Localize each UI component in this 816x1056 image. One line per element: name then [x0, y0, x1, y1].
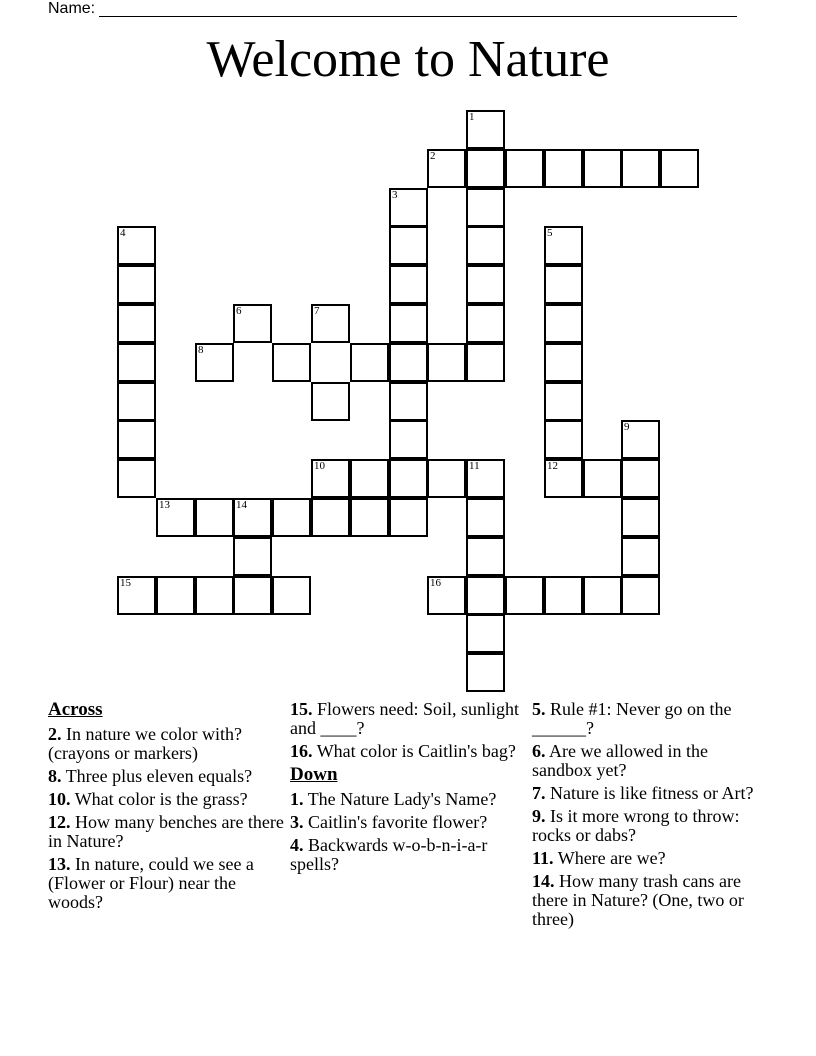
- clue-number: 15: [120, 577, 131, 589]
- grid-cell[interactable]: [466, 226, 505, 265]
- grid-cell[interactable]: [389, 459, 428, 498]
- grid-cell[interactable]: [117, 265, 156, 304]
- clue-down-14: 14. How many trash cans are there in Nature? (One, two or three): [532, 871, 744, 929]
- grid-cell[interactable]: [117, 382, 156, 421]
- grid-cell[interactable]: [621, 459, 660, 498]
- grid-cell[interactable]: [466, 343, 505, 382]
- grid-cell[interactable]: [621, 498, 660, 537]
- grid-cell[interactable]: [117, 226, 156, 265]
- clue-down-7: 7. Nature is like fitness or Art?: [532, 783, 754, 803]
- clue-number: 12: [547, 460, 558, 472]
- grid-cell[interactable]: [466, 498, 505, 537]
- clue-number: 13: [159, 499, 170, 511]
- clue-down-3: 3. Caitlin's favorite flower?: [290, 812, 488, 832]
- grid-cell[interactable]: [117, 343, 156, 382]
- clue-number: 2: [430, 150, 436, 162]
- clue-down-4: 4. Backwards w-o-b-n-i-a-r spells?: [290, 835, 488, 874]
- grid-cell[interactable]: [389, 343, 428, 382]
- clue-number: 8: [198, 344, 204, 356]
- clue-across-8: 8. Three plus eleven equals?: [48, 766, 253, 786]
- clue-down-11: 11. Where are we?: [532, 848, 666, 868]
- grid-cell[interactable]: [466, 459, 505, 498]
- grid-cell[interactable]: [311, 459, 350, 498]
- grid-cell[interactable]: [195, 498, 234, 537]
- grid-cell[interactable]: [427, 459, 466, 498]
- clue-number: 10: [314, 460, 325, 472]
- grid-cell[interactable]: [117, 420, 156, 459]
- grid-cell[interactable]: [195, 576, 234, 615]
- grid-cell[interactable]: [350, 459, 389, 498]
- grid-cell[interactable]: [621, 149, 660, 188]
- clue-down-6: 6. Are we allowed in the sandbox yet?: [532, 741, 708, 780]
- grid-cell[interactable]: [311, 382, 350, 421]
- clue-across-2: 2. In nature we color with? (crayons or markers): [48, 724, 242, 763]
- grid-cell[interactable]: [466, 110, 505, 149]
- clue-number: 9: [624, 421, 630, 433]
- clue-number: 5: [547, 227, 553, 239]
- grid-cell[interactable]: [389, 304, 428, 343]
- page-title: Welcome to Nature: [206, 31, 610, 88]
- grid-cell[interactable]: [466, 304, 505, 343]
- clue-down-9: 9. Is it more wrong to throw: rocks or dabs?: [532, 806, 740, 845]
- grid-cell[interactable]: [389, 188, 428, 227]
- name-label: Name:: [48, 0, 96, 17]
- grid-cell[interactable]: [156, 576, 195, 615]
- clue-down-1: 1. The Nature Lady's Name?: [290, 789, 497, 809]
- grid-cell[interactable]: [505, 576, 544, 615]
- grid-cell[interactable]: [233, 537, 272, 576]
- grid-cell[interactable]: [544, 226, 583, 265]
- grid-cell[interactable]: [427, 343, 466, 382]
- grid-cell[interactable]: [544, 343, 583, 382]
- grid-cell[interactable]: [272, 576, 311, 615]
- grid-cell[interactable]: [621, 420, 660, 459]
- grid-cell[interactable]: [544, 420, 583, 459]
- across-heading: Across: [48, 699, 103, 720]
- grid-cell[interactable]: [583, 459, 622, 498]
- clue-number: 7: [314, 305, 320, 317]
- grid-cell[interactable]: [389, 498, 428, 537]
- clue-number: 11: [469, 460, 480, 472]
- clue-number: 14: [236, 499, 247, 511]
- grid-cell[interactable]: [427, 576, 466, 615]
- grid-cell[interactable]: [466, 537, 505, 576]
- clue-number: 1: [469, 111, 475, 123]
- grid-cell[interactable]: [621, 537, 660, 576]
- grid-cell[interactable]: [117, 576, 156, 615]
- clue-number: 4: [120, 227, 126, 239]
- grid-cell[interactable]: [195, 343, 234, 382]
- grid-cell[interactable]: [466, 576, 505, 615]
- grid-cell[interactable]: [311, 498, 350, 537]
- grid-cell[interactable]: [466, 265, 505, 304]
- grid-cell[interactable]: [350, 498, 389, 537]
- grid-cell[interactable]: [583, 149, 622, 188]
- grid-cell[interactable]: [156, 498, 195, 537]
- clue-across-13: 13. In nature, could we see a (Flower or Flour) near the woods?: [48, 854, 254, 912]
- down-heading: Down: [290, 764, 338, 785]
- grid-cell[interactable]: [544, 576, 583, 615]
- clues-column-2: [290, 700, 530, 878]
- grid-cell[interactable]: [505, 149, 544, 188]
- clue-number: 3: [392, 189, 398, 201]
- grid-cell[interactable]: [544, 304, 583, 343]
- clue-across-12: 12. How many benches are there in Nature?: [48, 812, 284, 851]
- grid-cell[interactable]: [466, 149, 505, 188]
- grid-cell[interactable]: [660, 149, 699, 188]
- grid-cell[interactable]: [389, 382, 428, 421]
- grid-cell[interactable]: [389, 265, 428, 304]
- grid-cell[interactable]: [466, 188, 505, 227]
- grid-cell[interactable]: [389, 420, 428, 459]
- grid-cell[interactable]: [427, 149, 466, 188]
- grid-cell[interactable]: [233, 304, 272, 343]
- grid-cell[interactable]: [544, 382, 583, 421]
- grid-cell[interactable]: [466, 614, 505, 653]
- clues-column-3: [532, 700, 772, 933]
- grid-cell[interactable]: [233, 576, 272, 615]
- grid-cell[interactable]: [544, 265, 583, 304]
- grid-cell[interactable]: [272, 498, 311, 537]
- grid-cell[interactable]: [544, 459, 583, 498]
- clue-down-5: 5. Rule #1: Never go on the ______?: [532, 699, 732, 738]
- grid-cell[interactable]: [350, 343, 389, 382]
- clues-column-1: [48, 700, 288, 916]
- clue-across-16: 16. What color is Caitlin's bag?: [290, 741, 516, 761]
- clue-across-15: 15. Flowers need: Soil, sunlight and ____?: [290, 699, 519, 738]
- grid-cell[interactable]: [272, 343, 311, 382]
- grid-cell[interactable]: [544, 149, 583, 188]
- clue-number: 6: [236, 305, 242, 317]
- grid-cell[interactable]: [117, 459, 156, 498]
- grid-cell[interactable]: [583, 576, 622, 615]
- clue-number: 16: [430, 577, 441, 589]
- clue-across-10: 10. What color is the grass?: [48, 789, 248, 809]
- grid-cell[interactable]: [389, 226, 428, 265]
- grid-cell[interactable]: [621, 576, 660, 615]
- grid-cell[interactable]: [117, 304, 156, 343]
- grid-cell[interactable]: [233, 498, 272, 537]
- grid-cell[interactable]: [311, 304, 350, 343]
- grid-cell[interactable]: [466, 653, 505, 692]
